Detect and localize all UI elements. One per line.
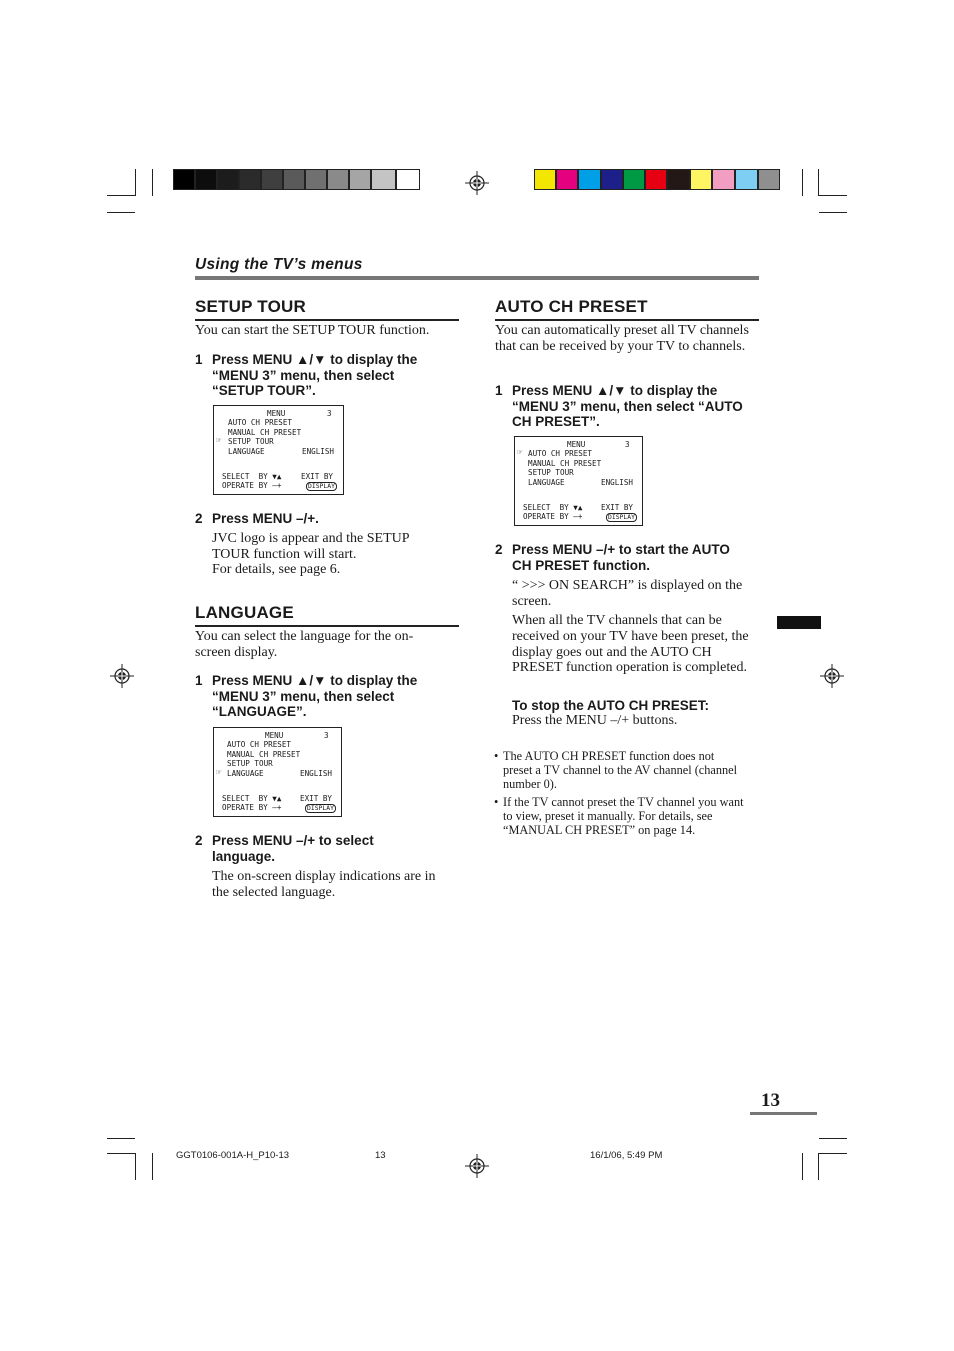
registration-mark-icon: [820, 664, 844, 688]
gray-swatch: [173, 169, 195, 190]
auto-ch-preset-intro: You can automatically preset all TV channels that can be received by your TV to channels.: [495, 323, 749, 354]
display-button-icon: DISPLAY: [307, 804, 334, 812]
osd-operate-label: OPERATE BY –+: [222, 481, 282, 490]
color-swatch: [623, 169, 645, 190]
gray-swatch: [327, 169, 349, 190]
osd-title: MENU: [267, 409, 286, 418]
language-rule: [195, 625, 459, 627]
osd-exit-label: EXIT BY: [301, 472, 334, 481]
color-swatch: [735, 169, 758, 190]
step-number: 1: [495, 383, 503, 398]
language-intro: You can select the language for the on-screen display.: [195, 629, 414, 660]
osd-select-label: SELECT BY ▼▲: [222, 794, 282, 803]
side-tab-marker: [777, 616, 821, 629]
gray-swatch: [195, 169, 217, 190]
auto-ch-preset-step2-body2: When all the TV channels that can be received on your TV have been preset, the display goes out and the AUTO CH PRESET function operation is completed.: [512, 613, 749, 676]
gray-swatch: [371, 169, 396, 190]
registration-mark-icon: [465, 1154, 489, 1178]
osd-operate-label: OPERATE BY –+: [523, 512, 583, 521]
footer-date: 16/1/06, 5:49 PM: [590, 1150, 663, 1161]
osd-item: LANGUAGE: [228, 447, 265, 456]
display-button-icon: DISPLAY: [308, 482, 335, 490]
osd-page: 3: [625, 440, 630, 449]
osd-item: LANGUAGE: [528, 478, 565, 487]
osd-language-value: ENGLISH: [302, 447, 335, 456]
osd-item: SETUP TOUR: [528, 468, 574, 477]
step-number: 2: [495, 542, 503, 557]
step-number: 2: [195, 511, 203, 526]
gray-swatch: [283, 169, 305, 190]
osd-item: MANUAL CH PRESET: [227, 750, 301, 759]
auto-ch-preset-heading: AUTO CH PRESET: [495, 297, 648, 316]
setup-tour-step2-ref: For details, see page 6.: [212, 562, 341, 577]
footer-file-name: GGT0106-001A-H_P10-13: [176, 1150, 290, 1161]
setup-tour-step2: Press MENU –/+.: [212, 511, 319, 526]
language-step2: Press MENU –/+ to select language.: [212, 833, 374, 864]
osd-language-value: ENGLISH: [300, 769, 333, 778]
gray-swatch: [349, 169, 371, 190]
pointing-hand-icon: ☞: [216, 768, 222, 778]
osd-item-selected: SETUP TOUR: [228, 437, 274, 446]
osd-exit-label: EXIT BY: [300, 794, 333, 803]
registration-mark-icon: [110, 664, 134, 688]
header-rule: [195, 276, 759, 280]
osd-title: MENU: [567, 440, 586, 449]
setup-tour-step2-body: JVC logo is appear and the SETUP TOUR function will start.: [212, 531, 410, 562]
gray-swatch: [239, 169, 261, 190]
osd-item: AUTO CH PRESET: [227, 740, 292, 749]
setup-tour-osd-menu: [213, 405, 344, 495]
note-bullet-dot: •: [494, 795, 499, 809]
display-button-icon: DISPLAY: [608, 513, 635, 521]
osd-item: MANUAL CH PRESET: [528, 459, 602, 468]
osd-page: 3: [324, 731, 329, 740]
osd-item: MANUAL CH PRESET: [228, 428, 302, 437]
osd-exit-label: EXIT BY: [601, 503, 634, 512]
osd-select-label: SELECT BY ▼▲: [222, 472, 282, 481]
step-number: 1: [195, 352, 203, 367]
gray-swatch: [396, 169, 420, 190]
color-swatch: [645, 169, 667, 190]
auto-ch-preset-stop-label: To stop the AUTO CH PRESET:: [512, 698, 710, 713]
osd-item-selected: LANGUAGE: [227, 769, 264, 778]
gray-swatch: [261, 169, 283, 190]
auto-ch-preset-rule: [495, 319, 759, 321]
step-number: 1: [195, 673, 203, 688]
auto-ch-preset-step2: Press MENU –/+ to start the AUTO CH PRESET function.: [512, 542, 730, 573]
color-swatch: [758, 169, 780, 190]
setup-tour-heading: SETUP TOUR: [195, 297, 306, 316]
setup-tour-intro: You can start the SETUP TOUR function.: [195, 323, 430, 338]
pointing-hand-icon: ☞: [517, 448, 523, 458]
setup-tour-rule: [195, 319, 459, 321]
note-item: The AUTO CH PRESET function does not preset a TV channel to the AV channel (channel number 0).: [503, 749, 738, 791]
page-header-title: Using the TV’s menus: [195, 256, 363, 273]
language-step2-body: The on-screen display indications are in the selected language.: [212, 869, 436, 900]
osd-item-selected: AUTO CH PRESET: [528, 449, 593, 458]
registration-mark-icon: [465, 171, 489, 195]
osd-item: SETUP TOUR: [227, 759, 273, 768]
color-swatch: [712, 169, 735, 190]
osd-language-value: ENGLISH: [601, 478, 634, 487]
osd-select-label: SELECT BY ▼▲: [523, 503, 583, 512]
color-swatch: [534, 169, 556, 190]
language-step1: Press MENU ▲/▼ to display the “MENU 3” menu, then select “LANGUAGE”.: [212, 673, 418, 719]
osd-page: 3: [327, 409, 332, 418]
color-swatch: [690, 169, 712, 190]
color-swatch: [556, 169, 578, 190]
color-swatch: [601, 169, 623, 190]
note-item: If the TV cannot preset the TV channel you want to view, preset it manually. For details, see “MANUAL CH PRESET” on page 14.: [503, 795, 744, 837]
auto-ch-preset-step2-body1: “ >>> ON SEARCH” is displayed on the screen.: [512, 578, 743, 609]
note-bullet-dot: •: [494, 749, 499, 763]
auto-ch-preset-stop-text: Press the MENU –/+ buttons.: [512, 713, 678, 728]
page-number-rule: [750, 1112, 817, 1115]
page-number: 13: [761, 1090, 780, 1111]
auto-ch-preset-osd-menu: [514, 436, 643, 526]
setup-tour-step1: Press MENU ▲/▼ to display the “MENU 3” menu, then select “SETUP TOUR”.: [212, 352, 418, 398]
pointing-hand-icon: ☞: [216, 436, 222, 446]
footer-page: 13: [375, 1150, 386, 1161]
auto-ch-preset-step1: Press MENU ▲/▼ to display the “MENU 3” menu, then select “AUTO CH PRESET”.: [512, 383, 743, 429]
gray-swatch: [305, 169, 327, 190]
language-heading: LANGUAGE: [195, 603, 294, 622]
color-swatch: [578, 169, 601, 190]
color-swatch: [667, 169, 690, 190]
osd-item: AUTO CH PRESET: [228, 418, 293, 427]
osd-operate-label: OPERATE BY –+: [222, 803, 282, 812]
osd-title: MENU: [265, 731, 284, 740]
step-number: 2: [195, 833, 203, 848]
language-osd-menu: [213, 727, 342, 817]
gray-swatch: [217, 169, 239, 190]
